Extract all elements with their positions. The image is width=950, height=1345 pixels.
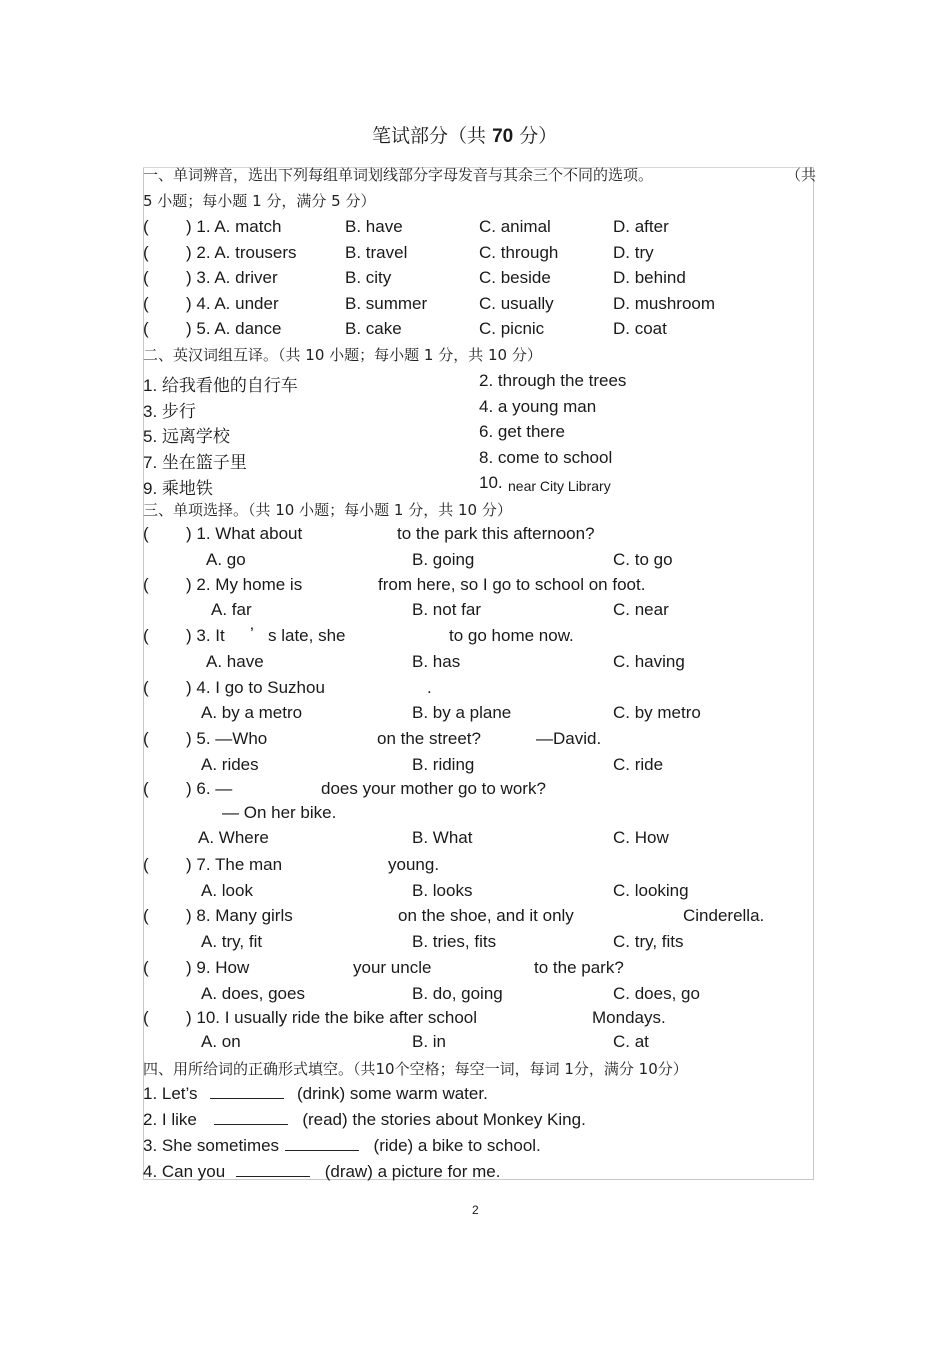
s4-item4-post: (draw) a picture for me. <box>324 1162 501 1181</box>
q9-text-b: your uncle <box>353 958 432 977</box>
s1-item5-b: B. cake <box>345 319 402 338</box>
q5-text-a: ) 5. —Who <box>186 729 268 748</box>
s4-item2 <box>143 1110 586 1130</box>
s4-item3-post: (ride) a bike to school. <box>373 1136 541 1155</box>
s4-item3-blank[interactable] <box>285 1136 359 1151</box>
q5-paren: ( <box>143 729 149 748</box>
q10-text-b: Mondays. <box>592 1008 666 1027</box>
q3-apostrophe: ’ <box>250 624 254 643</box>
q7-paren: ( <box>143 855 149 874</box>
q9-option-c: C. does, go <box>613 984 700 1003</box>
q10-paren: ( <box>143 1008 149 1027</box>
q3-option-c: C. having <box>613 652 685 671</box>
q1-option-c: C. to go <box>613 550 673 569</box>
s1-item4-c: C. usually <box>479 294 554 313</box>
q2-option-a: A. far <box>211 600 252 619</box>
q4-option-b: B. by a plane <box>412 703 512 722</box>
q4-text-a: ) 4. I go to Suzhou <box>186 678 325 697</box>
s4-item4-blank[interactable] <box>236 1162 310 1177</box>
q8-option-c: C. try, fits <box>613 932 684 951</box>
q9-option-b: B. do, going <box>412 984 503 1003</box>
section1-header: 一、单词辨音，选出下列每组单词划线部分字母发音与其余三个不同的选项。 <box>143 166 654 184</box>
s1-item5-a: ) 5. A. dance <box>186 319 282 338</box>
q10-option-b: B. in <box>412 1032 447 1051</box>
q6-option-a: A. Where <box>198 828 269 847</box>
q7-option-b: B. looks <box>412 881 473 900</box>
q7-option-c: C. looking <box>613 881 689 900</box>
section4-header: 四、用所给词的正确形式填空。（共10个空格；每空一词，每词 1分，满分 10分） <box>143 1060 688 1078</box>
s1-item5-d: D. coat <box>613 319 667 338</box>
page-title: 笔试部分（共 70 分） <box>372 125 558 147</box>
s2-row2-left: 3. 步行 <box>143 402 196 421</box>
q9-paren: ( <box>143 958 149 977</box>
q3-option-a: A. have <box>206 652 264 671</box>
q5-option-a: A. rides <box>201 755 259 774</box>
section3-header: 三、单项选择。（共 10 小题；每小题 1 分，共 10 分） <box>143 501 512 519</box>
q6-paren: ( <box>143 779 149 798</box>
s2-row5-left: 9. 乘地铁 <box>143 479 213 498</box>
s2-row4-right: 8. come to school <box>479 448 613 467</box>
q1-text-a: ) 1. What about <box>186 524 303 543</box>
s1-item1-b: B. have <box>345 217 403 236</box>
q3-text-a: ) 3. It <box>186 626 225 645</box>
s1-item1-a: ) 1. A. match <box>186 217 282 236</box>
s1-item1-paren: ( <box>143 217 149 236</box>
s4-item4 <box>143 1162 500 1182</box>
s1-item3-paren: ( <box>143 268 149 287</box>
s4-item4-pre: 4. Can you <box>143 1162 226 1181</box>
q4-option-c: C. by metro <box>613 703 701 722</box>
s1-item5-c: C. picnic <box>479 319 545 338</box>
q2-option-b: B. not far <box>412 600 481 619</box>
s1-item1-d: D. after <box>613 217 669 236</box>
s1-item3-d: D. behind <box>613 268 686 287</box>
q3-text-b: to go home now. <box>449 626 574 645</box>
q9-text-c: to the park? <box>534 958 624 977</box>
q5-option-c: C. ride <box>613 755 664 774</box>
s2-row1-left: 1. 给我看他的自行车 <box>143 376 298 395</box>
q7-option-a: A. look <box>201 881 253 900</box>
q8-paren: ( <box>143 906 149 925</box>
s1-item4-b: B. summer <box>345 294 428 313</box>
s2-row2-right: 4. a young man <box>479 397 597 416</box>
q10-option-a: A. on <box>201 1032 241 1051</box>
q6-text-a: ) 6. — <box>186 779 233 798</box>
s1-item2-d: D. try <box>613 243 654 262</box>
s4-item1-blank[interactable] <box>210 1084 284 1099</box>
q8-text-a: ) 8. Many girls <box>186 906 293 925</box>
q7-text-b: young. <box>388 855 440 874</box>
q10-text-a: ) 10. I usually ride the bike after school <box>186 1008 478 1027</box>
s1-item3-c: C. beside <box>479 268 551 287</box>
q1-option-a: A. go <box>206 550 246 569</box>
s1-item2-c: C. through <box>479 243 559 262</box>
s2-row1-right: 2. through the trees <box>479 371 627 390</box>
s4-item1-pre: 1. Let’s <box>143 1084 198 1103</box>
s1-item1-c: C. animal <box>479 217 551 236</box>
q6-text-b: does your mother go to work? <box>321 779 546 798</box>
s1-item2-b: B. travel <box>345 243 408 262</box>
q4-paren: ( <box>143 678 149 697</box>
q3-text-c: s late, she <box>268 626 346 645</box>
q8-text-c: Cinderella. <box>683 906 765 925</box>
section1-header-right: （共 <box>786 166 817 184</box>
section1-header-line2: 5 小题；每小题 1 分，满分 5 分） <box>143 192 376 210</box>
s1-item2-a: ) 2. A. trousers <box>186 243 297 262</box>
page-number: 2 <box>472 1203 479 1217</box>
q3-paren: ( <box>143 626 149 645</box>
q2-paren: ( <box>143 575 149 594</box>
s1-item3-a: ) 3. A. driver <box>186 268 278 287</box>
section2-header: 二、英汉词组互译。（共 10 小题；每小题 1 分，共 10 分） <box>143 346 542 364</box>
q8-option-a: A. try, fit <box>201 932 263 951</box>
q9-text-a: ) 9. How <box>186 958 250 977</box>
s1-item4-a: ) 4. A. under <box>186 294 279 313</box>
q2-text-a: ) 2. My home is <box>186 575 303 594</box>
q4-text-b: . <box>427 678 432 697</box>
q4-option-a: A. by a metro <box>201 703 303 722</box>
q6-option-b: B. What <box>412 828 473 847</box>
q10-option-c: C. at <box>613 1032 649 1051</box>
s2-row3-left: 5. 远离学校 <box>143 427 230 446</box>
s4-item3-pre: 3. She sometimes <box>143 1136 280 1155</box>
s2-row3-right: 6. get there <box>479 422 566 441</box>
q5-option-b: B. riding <box>412 755 475 774</box>
s4-item3 <box>143 1136 541 1156</box>
q8-text-b: on the shoe, and it only <box>398 906 574 925</box>
q2-option-c: C. near <box>613 600 669 619</box>
s4-item1 <box>143 1084 488 1104</box>
q3-option-b: B. has <box>412 652 461 671</box>
s1-item2-paren: ( <box>143 243 149 262</box>
q2-text-b: from here, so I go to school on foot. <box>378 575 646 594</box>
s2-row4-left: 7. 坐在篮子里 <box>143 453 247 472</box>
s1-item4-paren: ( <box>143 294 149 313</box>
q7-text-a: ) 7. The man <box>186 855 283 874</box>
s1-item3-b: B. city <box>345 268 392 287</box>
q1-option-b: B. going <box>412 550 475 569</box>
s4-item2-post: (read) the stories about Monkey King. <box>302 1110 586 1129</box>
s1-item4-d: D. mushroom <box>613 294 716 313</box>
q6-option-c: C. How <box>613 828 669 847</box>
q5-text-c: —David. <box>536 729 602 748</box>
q5-text-b: on the street? <box>377 729 481 748</box>
s1-item5-paren: ( <box>143 319 149 338</box>
s4-item2-blank[interactable] <box>214 1110 288 1125</box>
q6-text-c: — On her bike. <box>222 803 337 822</box>
s4-item2-pre: 2. I like <box>143 1110 197 1129</box>
q1-text-b: to the park this afternoon? <box>397 524 595 543</box>
s2-row5-right-small: near City Library <box>508 478 611 494</box>
s4-item1-post: (drink) some warm water. <box>296 1084 488 1103</box>
s2-row5-right: 10. <box>479 473 503 492</box>
q9-option-a: A. does, goes <box>201 984 305 1003</box>
q1-paren: ( <box>143 524 149 543</box>
q8-option-b: B. tries, fits <box>412 932 497 951</box>
